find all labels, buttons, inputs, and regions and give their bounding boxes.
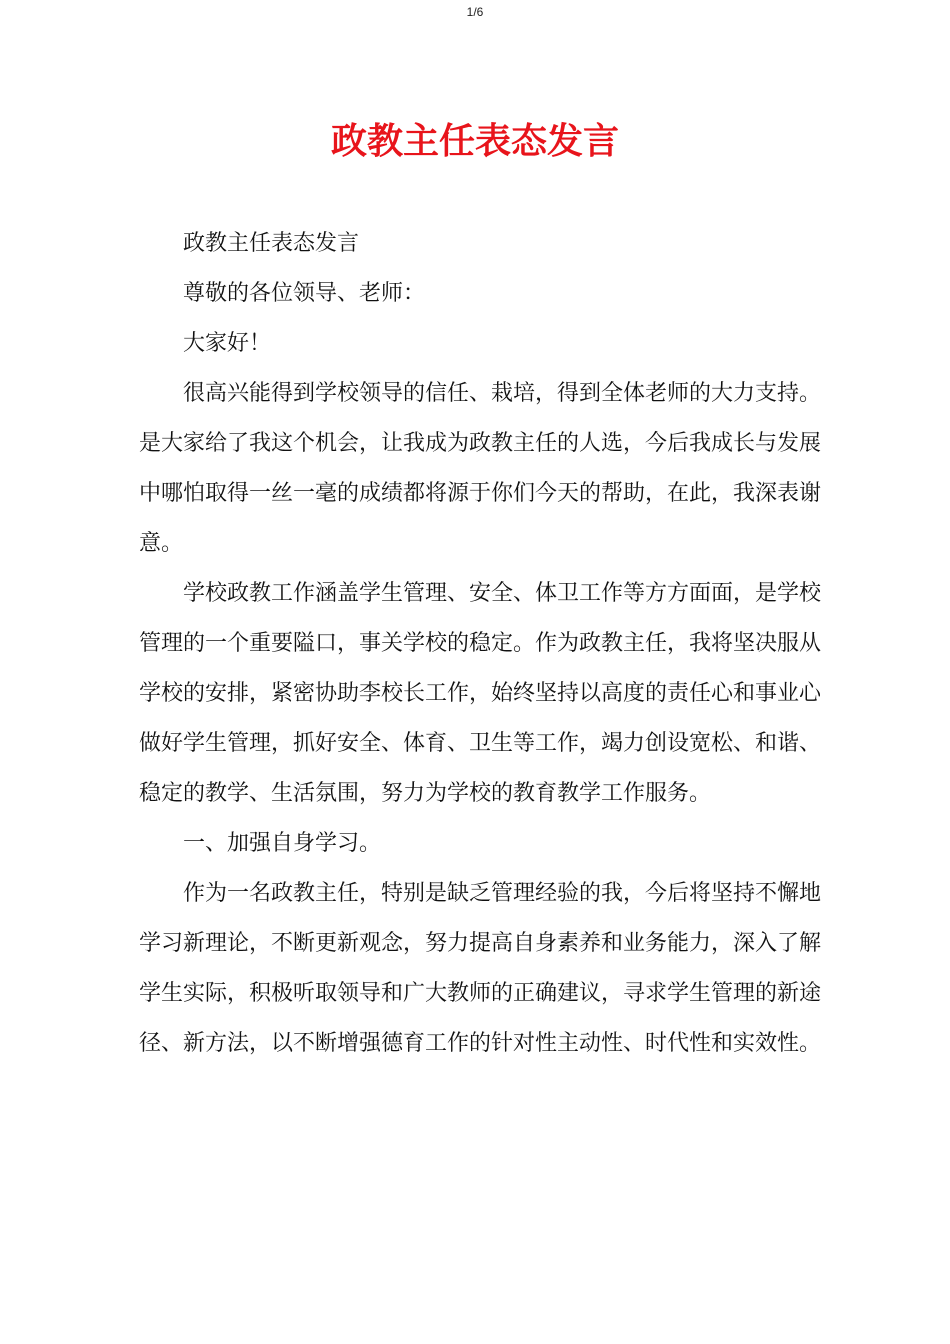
document-title: 政教主任表态发言 bbox=[330, 121, 619, 162]
paragraph-duties: 学校政教工作涵盖学生管理、安全、体卫工作等方方面面，是学校管理的一个重要隘口，事关学校的稳定。作为政教主任，我将坚决服从学校的安排，紧密协助李校长工作，始终坚持以高度的责任心和事业心做好学生管理，抓好安全、体育、卫生等工作，竭力创设宽松、和谐、稳定的教学、生活氛围，努力为学校的教育教学工作服务。 bbox=[139, 581, 822, 806]
paragraph-thanks: 很高兴能得到学校领导的信任、栽培，得到全体老师的大力支持。是大家给了我这个机会，让我成为政教主任的人选，今后我成长与发展中哪怕取得一丝一毫的成绩都将源于你们今天的帮助，在此，我深表谢意。 bbox=[139, 381, 822, 556]
page-number: 1/6 bbox=[466, 5, 484, 19]
section-heading-1: 一、加强自身学习。 bbox=[183, 831, 382, 856]
paragraph-heading-repeat: 政教主任表态发言 bbox=[183, 231, 360, 256]
paragraph-greeting: 大家好！ bbox=[183, 331, 272, 356]
paragraph-salutation: 尊敬的各位领导、老师： bbox=[183, 281, 426, 306]
document-body bbox=[139, 219, 821, 1069]
paragraph-study: 作为一名政教主任，特别是缺乏管理经验的我，今后将坚持不懈地学习新理论，不断更新观念，努力提高自身素养和业务能力，深入了解学生实际，积极听取领导和广大教师的正确建议，寻求学生管理的新途径、新方法，以不断增强德育工作的针对性主动性、时代性和实效性。 bbox=[139, 881, 822, 1056]
